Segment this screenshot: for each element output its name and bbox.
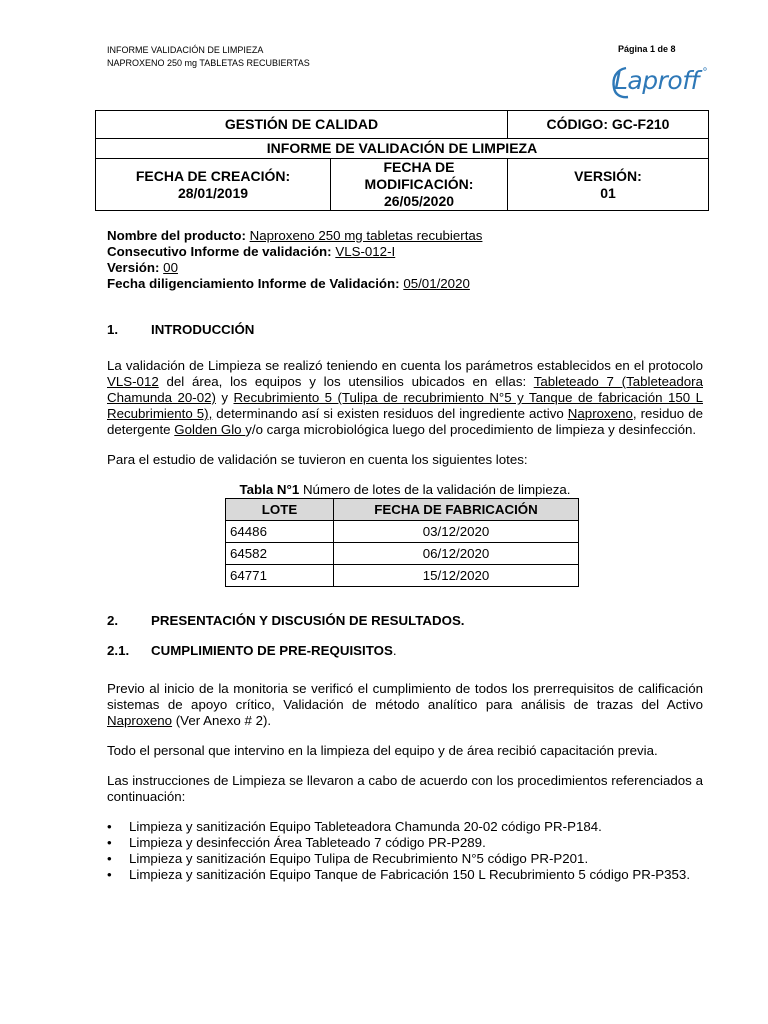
document-code: CÓDIGO: GC-F210 [508, 111, 709, 139]
intro-text-3: y [215, 390, 234, 405]
version-label: VERSIÓN: [574, 167, 642, 184]
product-name-field [107, 228, 703, 244]
lots-table [225, 498, 579, 587]
intro-protocol-link: VLS-012 [107, 374, 159, 389]
prereq-active: Naproxeno [107, 713, 173, 728]
lot-number: 64771 [226, 565, 334, 587]
bullet-icon: • [107, 851, 112, 866]
section-2-title: PRESENTACIÓN Y DISCUSIÓN DE RESULTADOS. [151, 613, 465, 628]
list-item [107, 867, 703, 883]
list-item [107, 819, 703, 835]
table-row [226, 565, 579, 587]
intro-detergent: Golden Glo [174, 422, 246, 437]
section-2-1-heading [107, 643, 703, 659]
field-version-label: Versión: [107, 260, 160, 275]
section-2-number: 2. [107, 613, 119, 628]
intro-active-ingredient: Naproxeno [567, 406, 633, 421]
bullet-icon: • [107, 819, 112, 834]
consecutive-label: Consecutivo Informe de validación: [107, 244, 332, 259]
lot-number: 64486 [226, 521, 334, 543]
intro-text-4: determinando así si existen residuos del ingrediente activo [212, 406, 568, 421]
procedures-list [107, 819, 703, 883]
section-1-heading [107, 322, 703, 338]
header-line-1: INFORME VALIDACIÓN DE LIMPIEZA [107, 45, 264, 55]
report-subtitle: INFORME DE VALIDACIÓN DE LIMPIEZA [96, 139, 709, 159]
field-version-value: 00 [163, 260, 178, 275]
lots-intro-paragraph: Para el estudio de validación se tuvieron en cuenta los siguientes lotes: [107, 452, 528, 467]
creation-date-label: FECHA DE CREACIÓN: [135, 167, 291, 184]
creation-date-cell [96, 159, 331, 211]
list-item [107, 851, 703, 867]
product-name-label: Nombre del producto: [107, 228, 246, 243]
intro-area-2: Recubrimiento 5 (Tulipa de recubrimiento N°5 y Tanque de fabricación 150 L Recubrimiento 5), [107, 390, 703, 421]
list-item-text: Limpieza y desinfección Área Tableteado 7 código PR-P289. [129, 835, 486, 850]
modification-date-cell [331, 159, 508, 211]
list-item-text: Limpieza y sanitización Equipo Tanque de Fabricación 150 L Recubrimiento 5 código PR-P353. [129, 867, 691, 882]
prereq-text-2: (Ver Anexo # 2). [172, 713, 272, 728]
fill-date-label: Fecha diligenciamiento Informe de Validación: [107, 276, 400, 291]
table-row [226, 521, 579, 543]
document-header [107, 44, 310, 70]
intro-paragraph [107, 358, 703, 438]
intro-text-2: del área, los equipos y los utensilios ubicados en ellas: [158, 374, 534, 389]
instructions-paragraph: Las instrucciones de Limpieza se llevaron a cabo de acuerdo con los procedimientos referenciados a continuación: [107, 773, 703, 804]
lots-header-lote: LOTE [226, 499, 334, 521]
creation-date-value: 28/01/2019 [177, 184, 249, 201]
list-item-text: Limpieza y sanitización Equipo Tableteadora Chamunda 20-02 código PR-P184. [129, 819, 602, 834]
section-2-1-number: 2.1. [107, 643, 130, 658]
personnel-paragraph: Todo el personal que intervino en la limpieza del equipo y de área recibió capacitación previa. [107, 743, 658, 758]
intro-area-1: Tableteado 7 (Tableteadora Chamunda 20-02) [107, 374, 703, 405]
version-field [107, 260, 703, 276]
section-2-1-title: CUMPLIMIENTO DE PRE-REQUISITOS [151, 643, 393, 658]
section-1-number: 1. [107, 322, 119, 337]
consecutive-value: VLS-012-I [335, 244, 396, 259]
lot-number: 64582 [226, 543, 334, 565]
page-number: Página 1 de 8 [618, 44, 676, 54]
lots-header-fecha: FECHA DE FABRICACIÓN [334, 499, 579, 521]
logo-text: Laproff [614, 66, 699, 95]
table-1-caption-label: Tabla N°1 [239, 482, 300, 497]
prerequisites-paragraph [107, 681, 703, 729]
table-row [226, 543, 579, 565]
intro-text-6: y/o carga microbiológica luego del procedimiento de limpieza y desinfección. [245, 422, 697, 437]
bullet-icon: • [107, 835, 112, 850]
consecutive-field [107, 244, 703, 260]
product-name-value: Naproxeno 250 mg tabletas recubiertas [249, 228, 483, 243]
list-item [107, 835, 703, 851]
table-1-caption-text: Número de lotes de la validación de limpieza. [299, 482, 571, 497]
table-1-caption [107, 482, 703, 498]
header-line-2: NAPROXENO 250 mg TABLETAS RECUBIERTAS [107, 58, 310, 68]
fill-date-value: 05/01/2020 [403, 276, 470, 291]
modification-date-label: FECHA DE MODIFICACIÓN: [364, 159, 474, 192]
document-body [107, 228, 703, 883]
version-cell [508, 159, 709, 211]
modification-date-value: 26/05/2020 [383, 193, 455, 209]
intro-text-5: , residuo de detergente [107, 406, 703, 437]
bullet-icon: • [107, 867, 112, 882]
section-2-1-title-end: . [392, 643, 397, 658]
quality-management-table [95, 110, 709, 211]
lot-date: 06/12/2020 [334, 543, 579, 565]
fill-date-field [107, 276, 703, 292]
lot-date: 03/12/2020 [334, 521, 579, 543]
list-item-text: Limpieza y sanitización Equipo Tulipa de Recubrimiento N°5 código PR-P201. [129, 851, 589, 866]
section-1-title: INTRODUCCIÓN [151, 322, 255, 337]
lot-date: 15/12/2020 [334, 565, 579, 587]
intro-text-1: La validación de Limpieza se realizó teniendo en cuenta los parámetros establecidos en el protocolo [107, 358, 703, 373]
version-value: 01 [600, 184, 616, 201]
quality-title: GESTIÓN DE CALIDAD [96, 111, 508, 139]
section-2-heading [107, 613, 703, 629]
prereq-text-1: Previo al inicio de la monitoria se verificó el cumplimiento de todos los prerrequisitos de calificación sistemas de apoyo crítico, Validación de método analítico para análisis de trazas del Activo [107, 681, 703, 712]
